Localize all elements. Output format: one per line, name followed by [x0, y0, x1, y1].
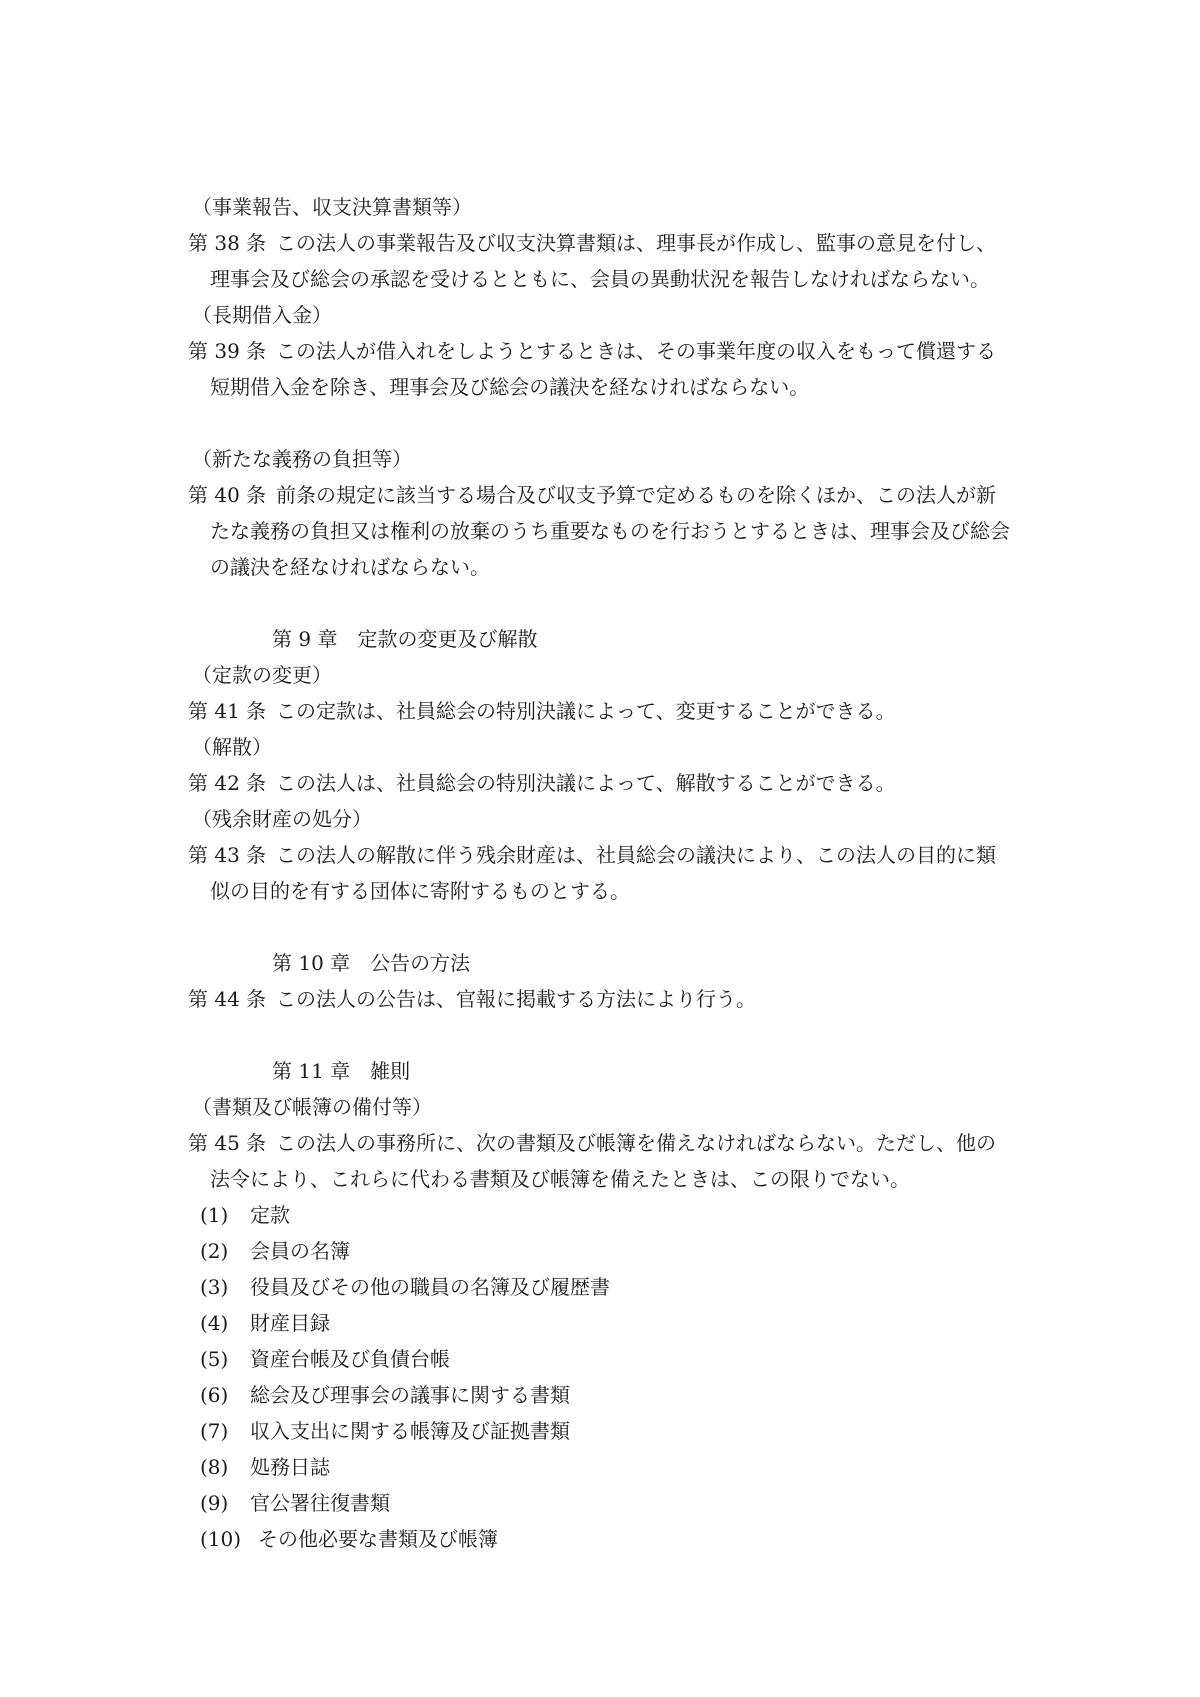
article-40	[188, 477, 1088, 585]
article-number: 第 38 条	[188, 231, 267, 255]
list-item-text: 財産目録	[250, 1311, 330, 1335]
list-item	[200, 1377, 1088, 1413]
list-item	[200, 1233, 1088, 1269]
article-line: この法人の事業報告及び収支決算書類は、理事長が作成し、監事の意見を付し、	[276, 231, 996, 255]
article-line: この法人の解散に伴う残余財産は、社員総会の議決により、この法人の目的に類	[276, 843, 996, 867]
article-text	[276, 765, 1088, 801]
spacer	[188, 909, 1088, 945]
chapter-heading: 第 11 章 雑則	[272, 1059, 411, 1083]
list-item-text: 官公署往復書類	[250, 1491, 390, 1515]
article-line: 短期借入金を除き、理事会及び総会の議決を経なければならない。	[210, 375, 810, 399]
article-number: 第 45 条	[188, 1131, 267, 1155]
article-text	[276, 981, 1088, 1017]
article-45	[188, 1125, 1088, 1197]
section-caption: （新たな義務の負担等）	[192, 447, 412, 471]
list-item	[200, 1269, 1088, 1305]
list-item-text: その他必要な書類及び帳簿	[258, 1527, 498, 1551]
list-item-number: (9)	[200, 1491, 229, 1515]
list-item-number: (8)	[200, 1455, 229, 1479]
article-line: たな義務の負担又は権利の放棄のうち重要なものを行おうとするときは、理事会及び総会	[210, 519, 1010, 543]
list-item-text: 定款	[250, 1203, 290, 1227]
list-item-number: (5)	[200, 1347, 229, 1371]
spacer	[188, 585, 1088, 621]
article-line: 理事会及び総会の承認を受けるとともに、会員の異動状況を報告しなければならない。	[210, 267, 990, 291]
article-number: 第 43 条	[188, 843, 267, 867]
list-item-text: 会員の名簿	[250, 1239, 350, 1263]
list-item	[200, 1413, 1088, 1449]
list-item	[200, 1197, 1088, 1233]
list-item-number: (4)	[200, 1311, 229, 1335]
list-item-number: (7)	[200, 1419, 229, 1443]
list-item-text: 総会及び理事会の議事に関する書類	[250, 1383, 570, 1407]
list-item-text: 収入支出に関する帳簿及び証拠書類	[250, 1419, 570, 1443]
list-item	[200, 1305, 1088, 1341]
article-43	[188, 837, 1088, 909]
spacer	[188, 405, 1088, 441]
list-item	[200, 1449, 1088, 1485]
list-item-number: (1)	[200, 1203, 229, 1227]
list-item-number: (6)	[200, 1383, 229, 1407]
chapter-heading: 第 9 章 定款の変更及び解散	[272, 627, 538, 651]
article-line: 法令により、これらに代わる書類及び帳簿を備えたときは、この限りでない。	[210, 1167, 910, 1191]
article-line: 前条の規定に該当する場合及び収支予算で定めるものを除くほか、この法人が新	[276, 483, 996, 507]
article-text	[276, 693, 1088, 729]
article-line: この法人は、社員総会の特別決議によって、解散することができる。	[276, 771, 896, 795]
list-item-number: (10)	[200, 1527, 242, 1551]
list-item-number: (3)	[200, 1275, 229, 1299]
section-caption: （定款の変更）	[192, 663, 332, 687]
article-number: 第 41 条	[188, 699, 267, 723]
article-line: の議決を経なければならない。	[210, 555, 490, 579]
article-42	[188, 765, 1088, 801]
list-item	[200, 1521, 1088, 1557]
section-caption: （書類及び帳簿の備付等）	[192, 1095, 432, 1119]
section-caption: （長期借入金）	[192, 303, 332, 327]
article-number: 第 44 条	[188, 987, 267, 1011]
list-item-text: 役員及びその他の職員の名簿及び履歴書	[250, 1275, 610, 1299]
list-item	[200, 1485, 1088, 1521]
list-item-text: 処務日誌	[250, 1455, 330, 1479]
article-41	[188, 693, 1088, 729]
article-line: 似の目的を有する団体に寄附するものとする。	[210, 879, 630, 903]
list-item-text: 資産台帳及び負債台帳	[250, 1347, 450, 1371]
spacer	[188, 1017, 1088, 1053]
article-44	[188, 981, 1088, 1017]
article-number: 第 39 条	[188, 339, 267, 363]
article-39	[188, 333, 1088, 405]
article-line: この定款は、社員総会の特別決議によって、変更することができる。	[276, 699, 896, 723]
section-caption: （解散）	[192, 735, 272, 759]
document-list	[188, 1197, 1088, 1557]
chapter-heading: 第 10 章 公告の方法	[272, 951, 471, 975]
article-38	[188, 225, 1088, 297]
list-item-number: (2)	[200, 1239, 229, 1263]
section-caption: （事業報告、収支決算書類等）	[192, 195, 472, 219]
list-item	[200, 1341, 1088, 1377]
document-body	[188, 189, 1088, 1557]
article-line: この法人の公告は、官報に掲載する方法により行う。	[276, 987, 756, 1011]
article-number: 第 40 条	[188, 483, 267, 507]
article-line: この法人が借入れをしようとするときは、その事業年度の収入をもって償還する	[276, 339, 996, 363]
article-number: 第 42 条	[188, 771, 267, 795]
article-line: この法人の事務所に、次の書類及び帳簿を備えなければならない。ただし、他の	[276, 1131, 996, 1155]
section-caption: （残余財産の処分）	[192, 807, 372, 831]
